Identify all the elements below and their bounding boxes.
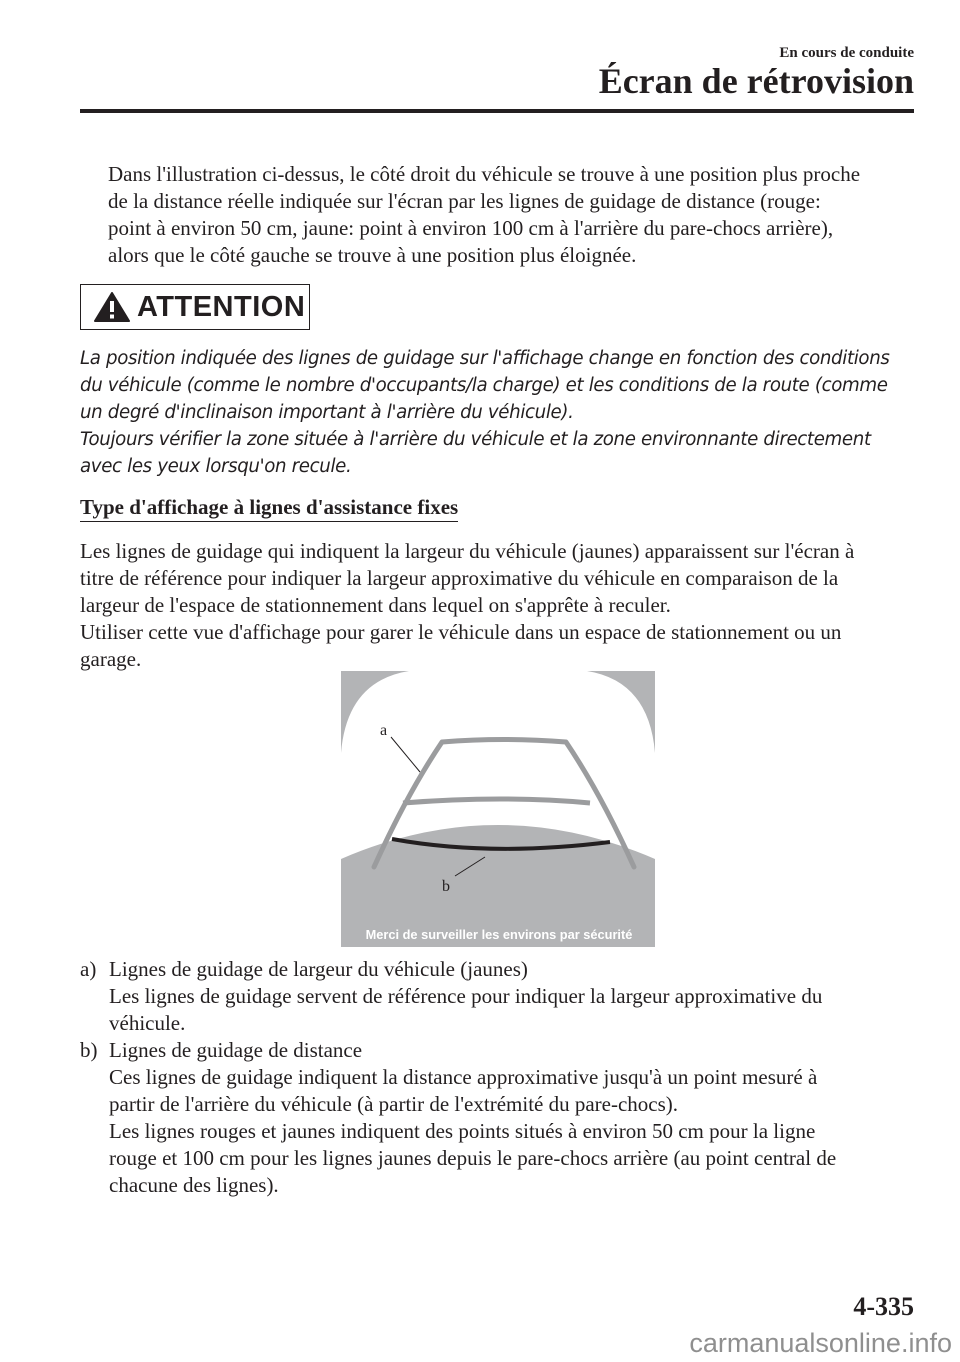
attention-line: un degré d'inclinaison important à l'arrière du véhicule). xyxy=(80,402,574,423)
intro-line: de la distance réelle indiquée sur l'écran par les lignes de guidage de distance (rouge: xyxy=(108,189,821,213)
attention-text xyxy=(80,345,920,480)
list-marker: a) xyxy=(80,957,97,981)
section-line: Les lignes de guidage qui indiquent la largeur du véhicule (jaunes) apparaissent sur l'écran à xyxy=(80,539,855,563)
legend-line: véhicule. xyxy=(109,1011,186,1035)
intro-line: Dans l'illustration ci-dessus, le côté droit du véhicule se trouve à une position plus proche xyxy=(108,162,861,186)
section-label: En cours de conduite xyxy=(779,45,914,61)
header-rule xyxy=(80,109,914,113)
watermark: carmanualsonline.info xyxy=(689,1328,952,1358)
attention-line: du véhicule (comme le nombre d'occupants/la charge) et les conditions de la route (comme xyxy=(80,375,888,396)
legend-line: Les lignes rouges et jaunes indiquent des points situés à environ 50 cm pour la ligne xyxy=(109,1119,816,1143)
attention-box xyxy=(80,284,310,330)
section-line: largeur de l'espace de stationnement dans lequel on s'apprête à reculer. xyxy=(80,593,671,617)
section-line: garage. xyxy=(80,647,142,671)
legend-list xyxy=(80,956,920,1199)
legend-title: Lignes de guidage de largeur du véhicule (jaunes) xyxy=(109,957,528,981)
legend-line: Ces lignes de guidage indiquent la distance approximative jusqu'à un point mesuré à xyxy=(109,1065,818,1089)
legend-line: partir de l'arrière du véhicule (à partir de l'extrémité du pare-chocs). xyxy=(109,1092,679,1116)
list-item xyxy=(80,956,920,1037)
section-line: titre de référence pour indiquer la largeur approximative du véhicule en comparaison de la xyxy=(80,566,839,590)
intro-line: point à environ 50 cm, jaune: point à environ 100 cm à l'arrière du pare-chocs arrière), xyxy=(108,216,834,240)
label-b: b xyxy=(442,878,450,895)
legend-title: Lignes de guidage de distance xyxy=(109,1038,363,1062)
attention-line: avec les yeux lorsqu'on recule. xyxy=(80,456,352,477)
legend-line: rouge et 100 cm pour les lignes jaunes depuis le pare-chocs arrière (au point central de xyxy=(109,1146,837,1170)
rearview-diagram xyxy=(341,671,655,947)
legend-line: chacune des lignes). xyxy=(109,1173,279,1197)
section-body xyxy=(80,538,930,673)
list-marker: b) xyxy=(80,1038,98,1062)
section-line: Utiliser cette vue d'affichage pour garer le véhicule dans un espace de stationnement ou un xyxy=(80,620,842,644)
display-caption: Merci de surveiller les environs par sécurité xyxy=(365,927,633,942)
label-a: a xyxy=(380,722,388,739)
section-heading: Type d'affichage à lignes d'assistance fixes xyxy=(80,495,458,522)
page-title: Écran de rétrovision xyxy=(598,61,914,101)
attention-line: Toujours vérifier la zone située à l'arrière du véhicule et la zone environnante directement xyxy=(80,429,871,450)
intro-line: alors que le côté gauche se trouve à une position plus éloignée. xyxy=(108,243,637,267)
width-guide-top xyxy=(442,740,566,743)
attention-label: ATTENTION xyxy=(137,290,306,323)
legend-line: Les lignes de guidage servent de référence pour indiquer la largeur approximative du xyxy=(109,984,823,1008)
page-number: 4-335 xyxy=(853,1292,914,1321)
warning-icon xyxy=(93,291,131,323)
list-item xyxy=(80,1037,920,1199)
attention-line: La position indiquée des lignes de guidage sur l'affichage change en fonction des conditions xyxy=(80,348,890,369)
intro-paragraph xyxy=(108,161,928,269)
